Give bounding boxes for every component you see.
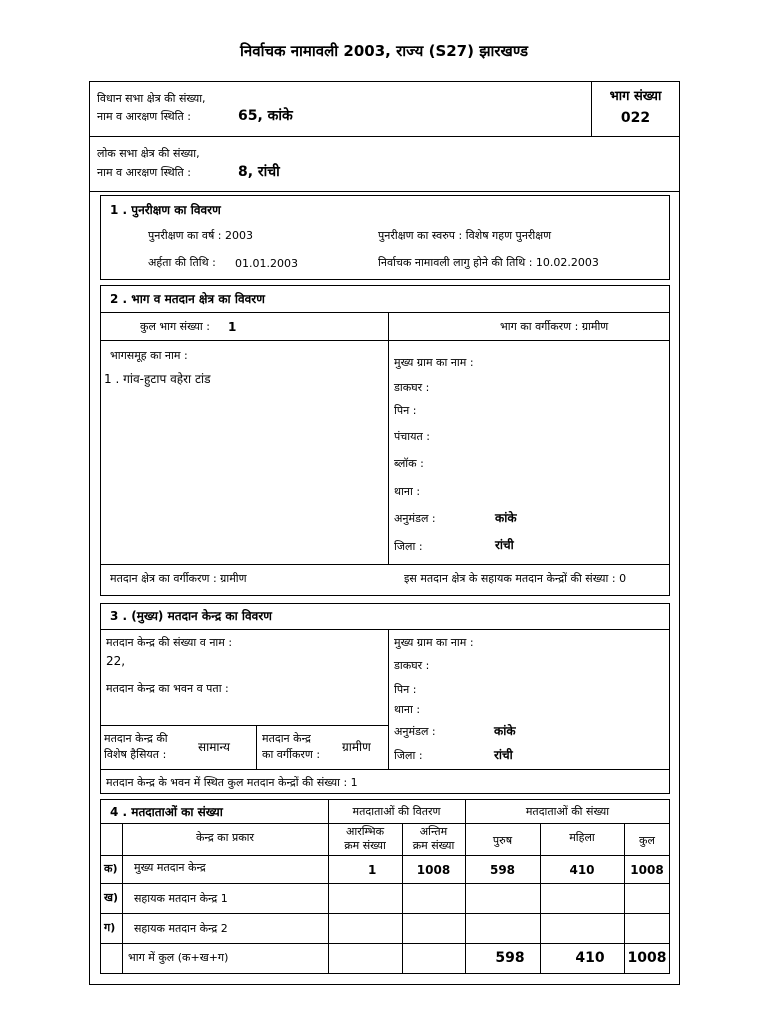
row-type: मुख्य मतदान केन्द्र [134,861,206,874]
main-village-label: मुख्य ग्राम का नाम : [394,356,474,369]
area-classification: मतदान क्षेत्र का वर्गीकरण : ग्रामीण [110,572,247,585]
page-title: निर्वाचक नामावली 2003, राज्य (S27) झारखण्ड [240,42,528,60]
row-type: सहायक मतदान केन्द्र 1 [134,892,228,905]
centre-status-value: सामान्य [198,740,231,754]
part-classification: भाग का वर्गीकरण : ग्रामीण [500,320,609,333]
row-mark: ख) [104,891,119,904]
type-header: केन्द्र का प्रकार [195,831,255,844]
section4-heading: 4 . मतदाताओं का संख्या [110,805,223,819]
qualifying-date-label: अर्हता की तिथि : [148,256,216,269]
total-parts-label: कुल भाग संख्या : [140,320,210,333]
centre-name-value: 22, [106,654,126,668]
end-header: अन्तिम [419,825,448,838]
male-header: पुरुष [492,834,513,847]
total-row-female: 410 [575,950,605,966]
district-value: रांची [495,538,514,552]
centre-thana-label: थाना : [394,703,421,716]
subdivision-label: अनुमंडल : [394,512,436,525]
building-centre-count: मतदान केन्द्र के भवन में स्थित कुल मतदान केन्द्रों की संख्या : 1 [106,776,358,789]
district-label: जिला : [394,540,423,553]
centre-district-value: रांची [494,748,513,762]
centre-building-label: मतदान केन्द्र का भवन व पता : [106,682,229,695]
total-parts-value: 1 [228,320,237,334]
part-group-label: भागसमूह का नाम : [110,349,188,362]
row-total: 1008 [630,863,664,877]
row-type: सहायक मतदान केन्द्र 2 [134,922,228,935]
centre-status-label-2: विशेष हैसियत : [104,748,167,761]
row-female: 410 [569,863,595,877]
row-male: 598 [489,863,516,877]
female-header: महिला [569,831,595,844]
row-end: 1008 [416,863,451,877]
start-header: आरम्भिक [345,825,385,838]
centre-pin-label: पिन : [394,683,417,696]
section2-heading: 2 . भाग व मतदान क्षेत्र का विवरण [110,292,265,306]
section-polling-station [100,603,670,794]
row-mark: ग) [104,921,116,934]
post-office-label: डाकघर : [394,381,430,394]
centre-district-label: जिला : [394,749,423,762]
lok-sabha-label: लोक सभा क्षेत्र की संख्या, [97,147,200,160]
count-header: मतदाताओं की संख्या [525,805,610,818]
vidhan-sabha-label-2: नाम व आरक्षण स्थिति : [97,110,191,123]
aux-centre-count: इस मतदान क्षेत्र के सहायक मतदान केन्द्रों की संख्या : 0 [404,572,627,585]
section3-heading: 3 . (मुख्य) मतदान केन्द्र का विवरण [110,609,272,623]
pin-label: पिन : [394,404,417,417]
subdivision-value: कांके [495,511,517,525]
lok-sabha-label-2: नाम व आरक्षण स्थिति : [97,166,191,179]
part-group-value: 1 . गांव-हुटाप वहेरा टांड [104,372,211,386]
centre-status-label: मतदान केन्द्र की [104,732,168,745]
section1-heading: 1 . पुनरीक्षण का विवरण [110,203,221,217]
bhag-value: 022 [620,110,651,126]
bhag-label: भाग संख्या [609,89,662,104]
centre-post-office-label: डाकघर : [394,659,430,672]
centre-subdivision-label: अनुमंडल : [394,725,436,738]
centre-subdivision-value: कांके [494,724,516,738]
total-header: कुल [639,834,655,847]
distribution-header: मतदाताओं की वितरण [352,805,441,818]
start-header-2: क्रम संख्या [344,839,386,852]
total-row-total: 1008 [627,950,667,966]
vidhan-sabha-label: विधान सभा क्षेत्र की संख्या, [97,92,206,105]
row-mark: क) [104,862,118,875]
centre-main-village-label: मुख्य ग्राम का नाम : [394,636,474,649]
centre-class-label-2: का वर्गीकरण : [262,748,321,761]
revision-type: पुनरीक्षण का स्वरुप : विशेष गहण पुनरीक्षण [378,229,552,242]
vidhan-sabha-value: 65, कांके [238,108,293,124]
centre-class-label: मतदान केन्द्र [262,732,311,745]
total-row-male: 598 [495,950,525,966]
row-start: 1 [368,863,377,877]
centre-name-label: मतदान केन्द्र की संख्या व नाम : [106,636,233,649]
thana-label: थाना : [394,485,421,498]
qualifying-date-value: 01.01.2003 [235,257,298,270]
panchayat-label: पंचायत : [394,430,430,443]
lok-sabha-value: 8, रांची [238,164,280,180]
revision-year: पुनरीक्षण का वर्ष : 2003 [148,229,253,242]
effective-date: निर्वाचक नामावली लागु होने की तिथि : 10.02.2003 [378,256,599,269]
block-label: ब्लॉक : [394,457,424,470]
total-row-type: भाग में कुल (क+ख+ग) [128,951,229,964]
centre-class-value: ग्रामीण [342,740,371,754]
end-header-2: क्रम संख्या [412,839,455,852]
